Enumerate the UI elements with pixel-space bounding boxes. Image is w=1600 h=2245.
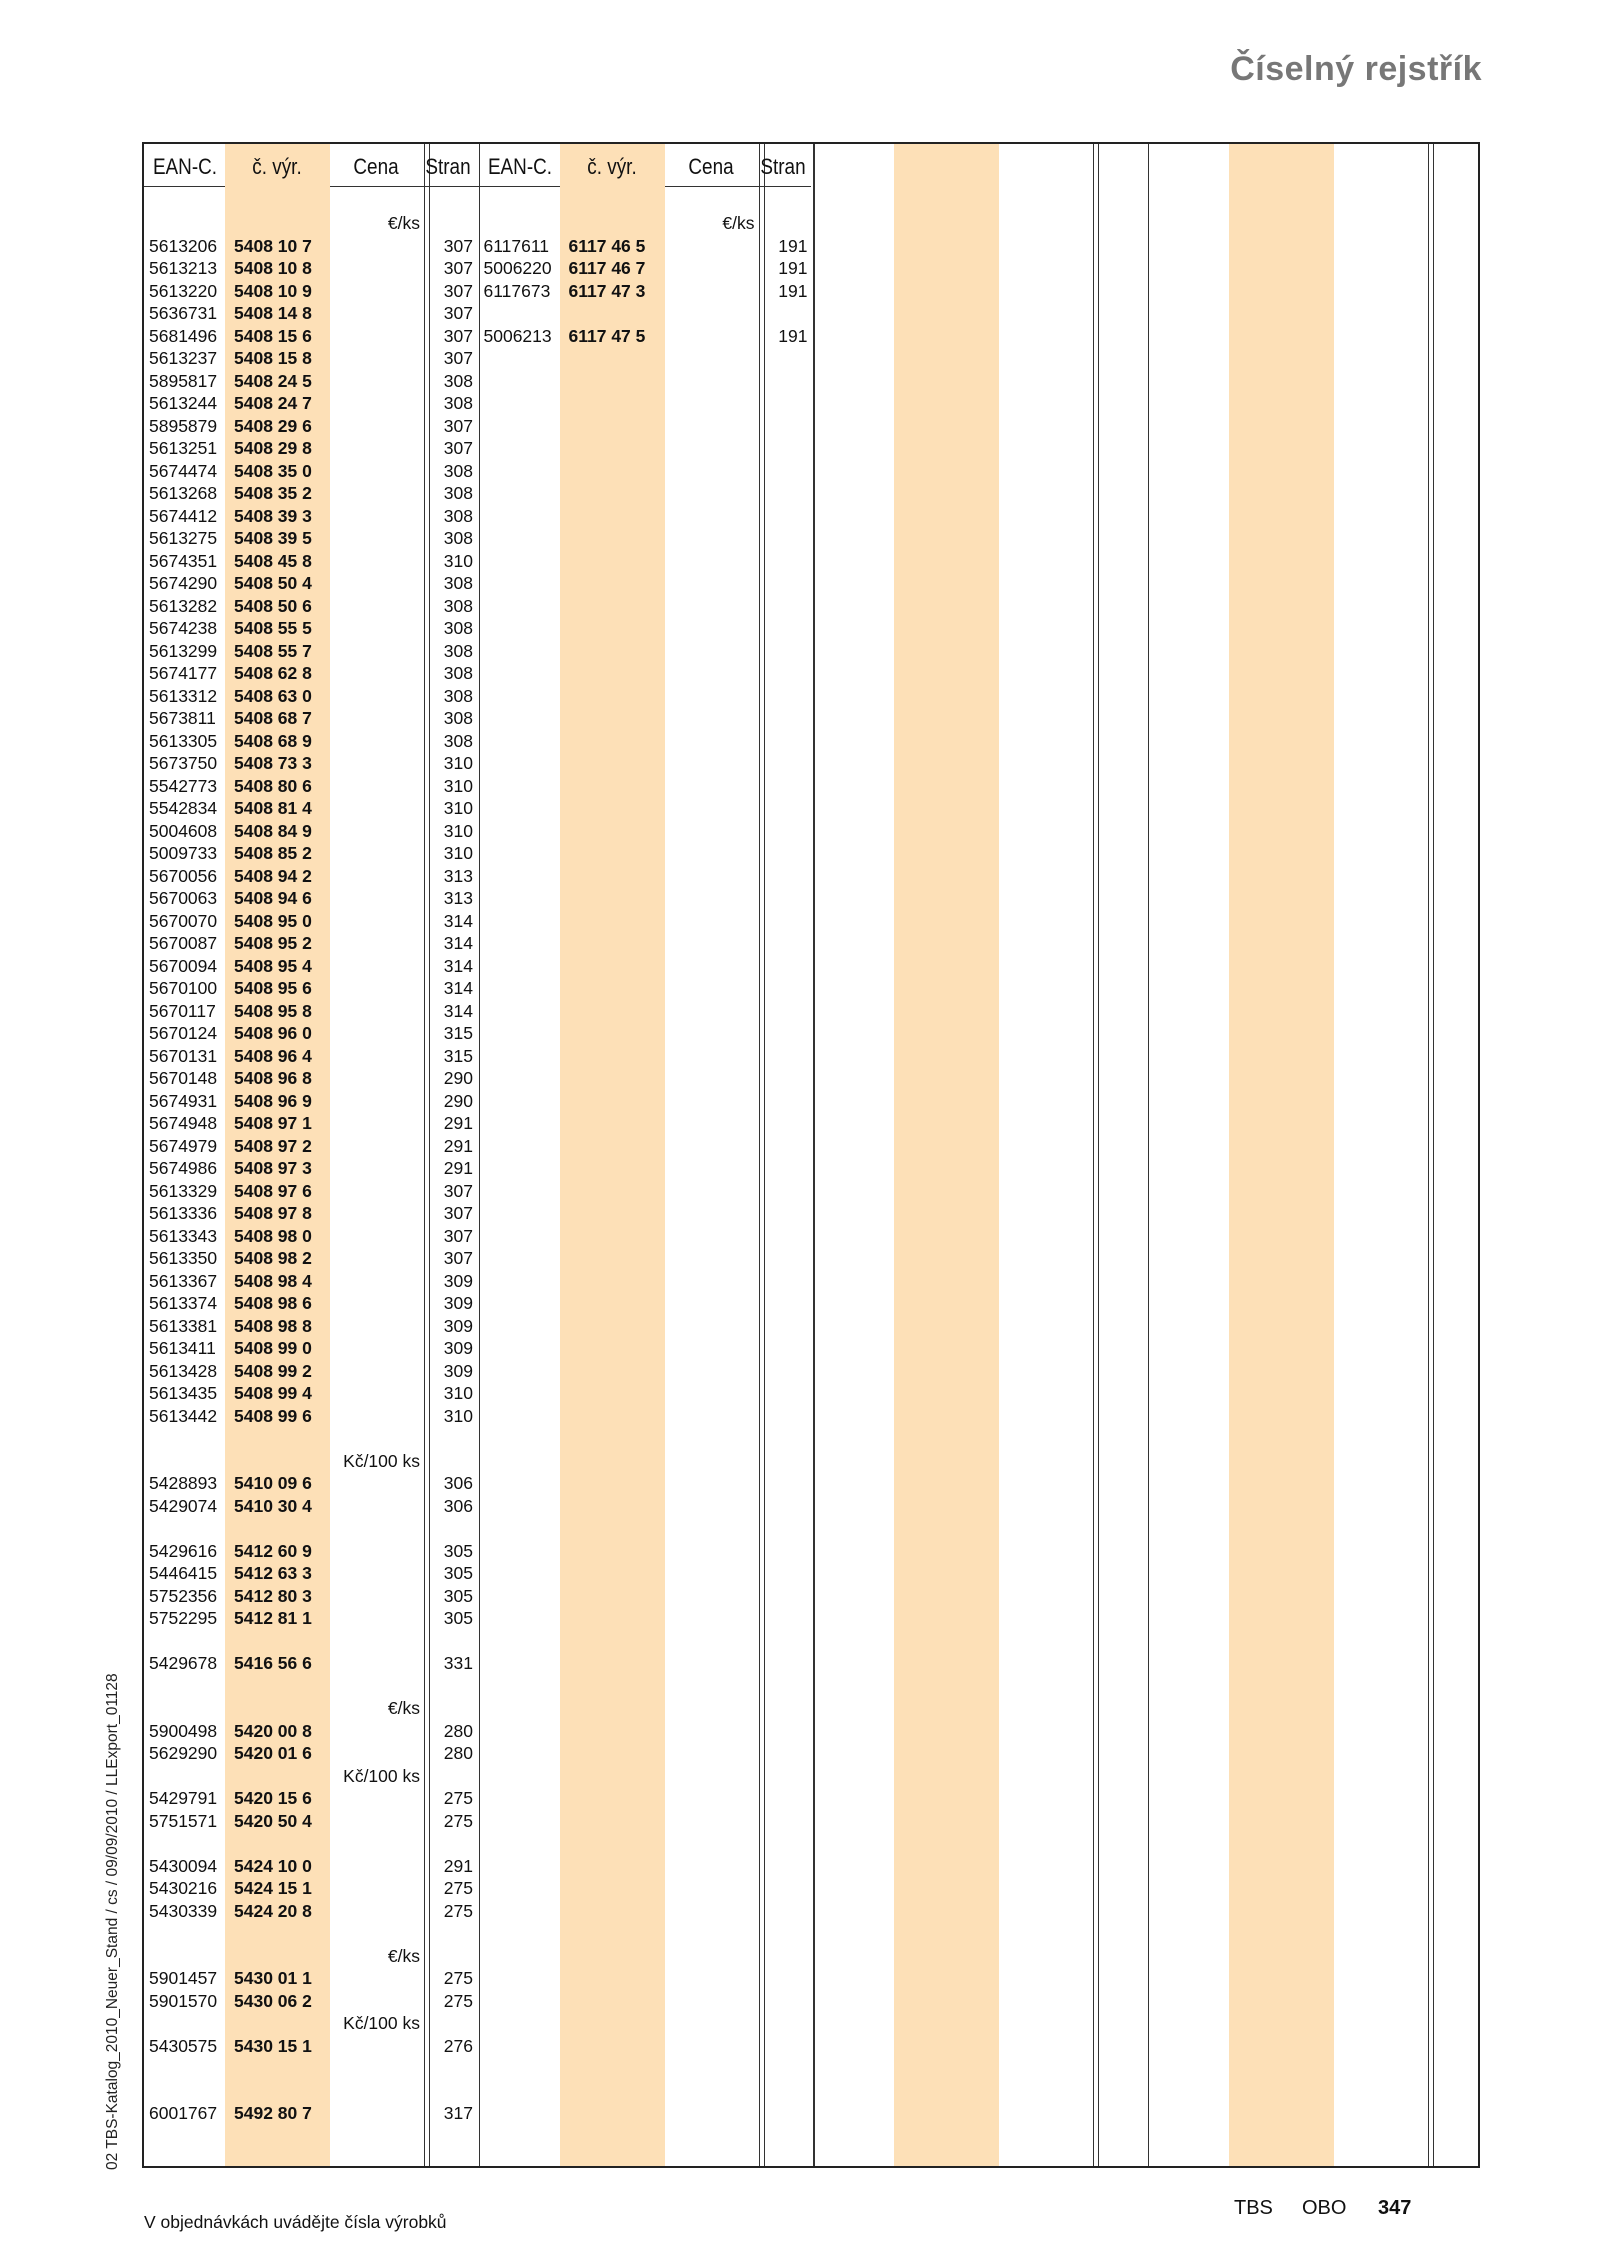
footer-brand-obo: OBO xyxy=(1302,2197,1347,2219)
item-number: 5408 94 6 xyxy=(234,888,312,908)
ean-code: 5673750 xyxy=(149,753,218,773)
item-number: 5420 01 6 xyxy=(234,1743,312,1763)
item-number: 5408 97 2 xyxy=(234,1135,312,1156)
ean-code: 5430094 xyxy=(149,1855,218,1876)
item-number: 5424 10 0 xyxy=(234,1855,312,1876)
item-number: 5408 96 9 xyxy=(234,1090,312,1111)
item-number: 5420 00 8 xyxy=(234,1720,312,1741)
item-number: 5424 20 8 xyxy=(234,1900,312,1921)
ean-code: 5429074 xyxy=(149,1495,218,1516)
header-price: Cena xyxy=(353,154,399,179)
page-number-ref: 308 xyxy=(443,595,473,616)
item-number: 5492 80 7 xyxy=(234,2103,312,2123)
ean-code: 5613244 xyxy=(149,393,218,413)
group-divider xyxy=(813,144,815,2166)
page-number-ref: 305 xyxy=(443,1540,473,1561)
ean-code: 5613374 xyxy=(149,1293,218,1313)
item-number: 5408 39 5 xyxy=(234,528,312,548)
page-number-ref: 307 xyxy=(443,1180,473,1201)
item-number-column-shade xyxy=(1229,144,1334,2166)
item-number: 5408 55 7 xyxy=(234,640,312,661)
page-number-ref: 191 xyxy=(778,280,808,301)
header-page: Stran xyxy=(425,154,471,179)
ean-code: 5674474 xyxy=(149,460,218,481)
page-number-ref: 317 xyxy=(443,2103,473,2123)
ean-code: 5681496 xyxy=(149,325,218,346)
ean-code: 5009733 xyxy=(149,843,218,863)
page-number-ref: 308 xyxy=(443,685,473,706)
item-number: 5408 63 0 xyxy=(234,685,312,706)
page-number-ref: 331 xyxy=(443,1653,473,1673)
item-number-column-shade xyxy=(894,144,999,2166)
item-number: 5408 81 4 xyxy=(234,798,312,818)
ean-code: 5670100 xyxy=(149,978,218,998)
page-number-ref: 308 xyxy=(443,460,473,481)
page-number-ref: 310 xyxy=(443,820,473,841)
item-number: 5408 98 6 xyxy=(234,1293,312,1313)
page-number-ref: 291 xyxy=(443,1113,473,1133)
footer-brand-tbs: TBS xyxy=(1234,2197,1273,2219)
column-divider xyxy=(1428,144,1429,2166)
item-number: 5408 10 9 xyxy=(234,280,312,301)
column-divider xyxy=(764,144,765,2166)
item-number: 5408 98 2 xyxy=(234,1248,312,1268)
ean-code: 5613336 xyxy=(149,1203,218,1223)
item-number: 5408 99 0 xyxy=(234,1338,312,1358)
ean-code: 5670148 xyxy=(149,1068,218,1088)
page-number-ref: 291 xyxy=(443,1855,473,1876)
item-number: 5408 24 5 xyxy=(234,370,312,391)
ean-code: 5670056 xyxy=(149,865,218,886)
ean-code: 5004608 xyxy=(149,820,218,841)
page-number-ref: 275 xyxy=(443,1810,473,1831)
page-number-ref: 310 xyxy=(443,1383,473,1403)
price-unit: €/ks xyxy=(387,1945,420,1966)
column-group-4 xyxy=(1148,144,1483,2166)
item-number: 5408 15 6 xyxy=(234,325,312,346)
ean-code: 5430575 xyxy=(149,2035,218,2056)
page-number-ref: 308 xyxy=(443,505,473,526)
item-number: 5408 39 3 xyxy=(234,505,312,526)
ean-code: 5613312 xyxy=(149,685,218,706)
ean-code: 5900498 xyxy=(149,1720,218,1741)
item-number-column-shade xyxy=(560,144,665,2166)
ean-code: 5901570 xyxy=(149,1990,218,2011)
page-number-ref: 315 xyxy=(443,1045,473,1066)
item-number: 5430 01 1 xyxy=(234,1968,312,1988)
page-number-ref: 309 xyxy=(443,1338,473,1358)
ean-code: 5006220 xyxy=(483,258,552,278)
ean-code: 5613206 xyxy=(149,235,218,256)
item-number: 5412 81 1 xyxy=(234,1608,312,1628)
page-number-ref: 305 xyxy=(443,1585,473,1606)
ean-code: 5613268 xyxy=(149,483,218,503)
item-number: 5408 99 2 xyxy=(234,1360,312,1381)
page-number-ref: 307 xyxy=(443,303,473,323)
ean-code: 5674979 xyxy=(149,1135,218,1156)
page-number-ref: 308 xyxy=(443,483,473,503)
page-number-ref: 310 xyxy=(443,798,473,818)
item-number: 5408 80 6 xyxy=(234,775,312,796)
item-number: 5408 14 8 xyxy=(234,303,312,323)
item-number: 5424 15 1 xyxy=(234,1878,312,1898)
ean-code: 5670087 xyxy=(149,933,218,953)
page-number-ref: 191 xyxy=(778,325,808,346)
item-number: 5408 95 4 xyxy=(234,955,312,976)
page-number-ref: 310 xyxy=(443,775,473,796)
page-number-ref: 307 xyxy=(443,348,473,368)
page-number-ref: 310 xyxy=(443,550,473,571)
ean-code: 5670070 xyxy=(149,910,218,931)
item-number: 5408 68 9 xyxy=(234,730,312,751)
item-number: 5408 29 8 xyxy=(234,438,312,458)
header-item: č. výr. xyxy=(252,154,302,179)
ean-code: 5613220 xyxy=(149,280,218,301)
ean-code: 5446415 xyxy=(149,1563,218,1583)
item-number: 5408 55 5 xyxy=(234,618,312,638)
item-number: 5408 99 4 xyxy=(234,1383,312,1403)
ean-code: 5613381 xyxy=(149,1315,218,1336)
page-number-ref: 314 xyxy=(443,910,473,931)
column-group-1 xyxy=(144,144,479,2166)
page-number-ref: 308 xyxy=(443,640,473,661)
price-unit: Kč/100 ks xyxy=(343,1450,420,1471)
ean-code: 5673811 xyxy=(149,708,216,728)
item-number: 5408 96 0 xyxy=(234,1023,312,1043)
item-number: 5408 97 1 xyxy=(234,1113,312,1133)
page-number-ref: 309 xyxy=(443,1315,473,1336)
page-number-ref: 305 xyxy=(443,1563,473,1583)
page-number-ref: 308 xyxy=(443,618,473,638)
page-number-ref: 306 xyxy=(443,1495,473,1516)
ean-code: 5895879 xyxy=(149,415,218,436)
item-number: 5416 56 6 xyxy=(234,1653,312,1673)
page-number-ref: 305 xyxy=(443,1608,473,1628)
ean-code: 5006213 xyxy=(483,325,552,346)
ean-code: 5674412 xyxy=(149,505,218,526)
page-number-ref: 307 xyxy=(443,235,473,256)
page-number-ref: 306 xyxy=(443,1473,473,1493)
page-number: 347 xyxy=(1378,2197,1412,2219)
item-number: 5412 80 3 xyxy=(234,1585,312,1606)
ean-code: 5670117 xyxy=(149,1000,216,1021)
page-number-ref: 307 xyxy=(443,1203,473,1223)
ean-code: 5670063 xyxy=(149,888,218,908)
header-ean: EAN-C. xyxy=(487,154,552,179)
item-number: 5408 45 8 xyxy=(234,550,312,571)
page-number-ref: 314 xyxy=(443,955,473,976)
ean-code: 5613350 xyxy=(149,1248,218,1268)
page-title: Číselný rejstřík xyxy=(1230,50,1482,88)
page-number-ref: 191 xyxy=(778,235,808,256)
page-number-ref: 307 xyxy=(443,1225,473,1246)
page-number-ref: 275 xyxy=(443,1788,473,1808)
ean-code: 5613213 xyxy=(149,258,218,278)
ean-code: 5895817 xyxy=(149,370,218,391)
page-number-ref: 308 xyxy=(443,663,473,683)
item-number: 5430 15 1 xyxy=(234,2035,312,2056)
ean-code: 5629290 xyxy=(149,1743,218,1763)
index-table xyxy=(142,142,1480,2168)
item-number: 5430 06 2 xyxy=(234,1990,312,2011)
ean-code: 5430339 xyxy=(149,1900,218,1921)
item-number: 5408 85 2 xyxy=(234,843,312,863)
column-divider xyxy=(1098,144,1099,2166)
item-number: 5408 35 2 xyxy=(234,483,312,503)
page-number-ref: 309 xyxy=(443,1293,473,1313)
item-number: 5408 95 2 xyxy=(234,933,312,953)
ean-code: 5428893 xyxy=(149,1473,218,1493)
ean-code: 5670131 xyxy=(149,1045,218,1066)
item-number: 5410 30 4 xyxy=(234,1495,312,1516)
item-number: 5408 84 9 xyxy=(234,820,312,841)
price-unit: Kč/100 ks xyxy=(343,2013,420,2033)
item-number: 5408 98 8 xyxy=(234,1315,312,1336)
item-number: 5412 60 9 xyxy=(234,1540,312,1561)
ean-code: 5751571 xyxy=(149,1810,218,1831)
page-number-ref: 314 xyxy=(443,978,473,998)
ean-code: 5613428 xyxy=(149,1360,218,1381)
ean-code: 5901457 xyxy=(149,1968,218,1988)
ean-code: 5429678 xyxy=(149,1653,218,1673)
column-divider xyxy=(1093,144,1094,2166)
price-unit: €/ks xyxy=(387,1698,420,1718)
ean-code: 6001767 xyxy=(149,2103,218,2123)
item-number: 5408 98 0 xyxy=(234,1225,312,1246)
item-number: 5408 50 6 xyxy=(234,595,312,616)
group-divider xyxy=(479,144,480,2166)
item-number: 5408 29 6 xyxy=(234,415,312,436)
ean-code: 5542773 xyxy=(149,775,218,796)
item-number: 5420 50 4 xyxy=(234,1810,312,1831)
page-number-ref: 308 xyxy=(443,393,473,413)
ean-code: 5613251 xyxy=(149,438,218,458)
item-number: 5408 95 0 xyxy=(234,910,312,931)
page-number-ref: 307 xyxy=(443,1248,473,1268)
item-number: 5408 99 6 xyxy=(234,1405,312,1426)
page-number-ref: 307 xyxy=(443,325,473,346)
item-number: 6117 47 5 xyxy=(568,325,646,346)
page-number-ref: 314 xyxy=(443,1000,473,1021)
page-number-ref: 308 xyxy=(443,708,473,728)
page-number-ref: 275 xyxy=(443,1878,473,1898)
header-price: Cena xyxy=(687,154,734,179)
ean-code: 5613282 xyxy=(149,595,218,616)
item-number: 5408 96 8 xyxy=(234,1068,312,1088)
page-number-ref: 290 xyxy=(443,1090,473,1111)
ean-code: 5542834 xyxy=(149,798,218,818)
item-number: 5408 15 8 xyxy=(234,348,312,368)
page-number-ref: 276 xyxy=(443,2035,473,2056)
item-number: 6117 46 7 xyxy=(568,258,646,278)
price-unit: €/ks xyxy=(722,213,755,233)
ean-code: 6117673 xyxy=(483,280,551,301)
column-divider xyxy=(1433,144,1434,2166)
group-divider xyxy=(1148,144,1149,2166)
ean-code: 5613442 xyxy=(149,1405,218,1426)
ean-code: 5430216 xyxy=(149,1878,218,1898)
page-number-ref: 280 xyxy=(443,1743,473,1763)
ean-code: 5613435 xyxy=(149,1383,218,1403)
page-number-ref: 275 xyxy=(443,1900,473,1921)
page-number-ref: 310 xyxy=(443,753,473,773)
page-number-ref: 313 xyxy=(443,865,473,886)
page-number-ref: 309 xyxy=(443,1360,473,1381)
item-number: 5408 97 8 xyxy=(234,1203,312,1223)
page-number-ref: 308 xyxy=(443,370,473,391)
ean-code: 5429616 xyxy=(149,1540,218,1561)
page-number-ref: 308 xyxy=(443,528,473,548)
item-number: 5408 97 3 xyxy=(234,1158,312,1178)
item-number: 5408 24 7 xyxy=(234,393,312,413)
ean-code: 5674931 xyxy=(149,1090,218,1111)
page-number-ref: 313 xyxy=(443,888,473,908)
item-number: 5408 35 0 xyxy=(234,460,312,481)
item-number: 5408 97 6 xyxy=(234,1180,312,1201)
price-unit: Kč/100 ks xyxy=(343,1765,420,1786)
header-ean: EAN-C. xyxy=(152,154,218,179)
item-number: 5408 73 3 xyxy=(234,753,312,773)
page-number-ref: 191 xyxy=(778,258,808,278)
header-page: Stran xyxy=(759,154,806,179)
ean-code: 5674948 xyxy=(149,1113,218,1133)
page-number-ref: 280 xyxy=(443,1720,473,1741)
page-number-ref: 308 xyxy=(443,730,473,751)
ean-code: 5613299 xyxy=(149,640,218,661)
item-number: 5408 62 8 xyxy=(234,663,312,683)
item-number: 5408 95 6 xyxy=(234,978,312,998)
page-number-ref: 275 xyxy=(443,1990,473,2011)
item-number: 5412 63 3 xyxy=(234,1563,312,1583)
ean-code: 5429791 xyxy=(149,1788,218,1808)
page-number-ref: 307 xyxy=(443,258,473,278)
page-number-ref: 307 xyxy=(443,438,473,458)
page-number-ref: 290 xyxy=(443,1068,473,1088)
page-number-ref: 307 xyxy=(443,415,473,436)
footer-note: V objednávkách uvádějte čísla výrobků xyxy=(144,2212,447,2232)
ean-code: 5674177 xyxy=(149,663,218,683)
ean-code: 5613343 xyxy=(149,1225,218,1246)
item-number: 5410 09 6 xyxy=(234,1473,312,1493)
item-number: 5408 94 2 xyxy=(234,865,312,886)
page-number-ref: 275 xyxy=(443,1968,473,1988)
column-group-3 xyxy=(813,144,1148,2166)
ean-code: 5674351 xyxy=(149,550,218,571)
page-number-ref: 308 xyxy=(443,573,473,593)
ean-code: 5613329 xyxy=(149,1180,218,1201)
item-number: 5408 96 4 xyxy=(234,1045,312,1066)
page-number-ref: 307 xyxy=(443,280,473,301)
page-number-ref: 309 xyxy=(443,1270,473,1291)
page-number-ref: 314 xyxy=(443,933,473,953)
page-number-ref: 310 xyxy=(443,1405,473,1426)
item-number: 6117 46 5 xyxy=(568,235,646,256)
ean-code: 5674290 xyxy=(149,573,218,593)
item-number: 5408 98 4 xyxy=(234,1270,312,1291)
ean-code: 5636731 xyxy=(149,303,218,323)
ean-code: 5613237 xyxy=(149,348,218,368)
item-number: 5408 68 7 xyxy=(234,708,312,728)
ean-code: 5613367 xyxy=(149,1270,218,1291)
document-reference: 02 TBS-Katalog_2010_Neuer_Stand / cs / 09/09/2010 / LLExport_01128 xyxy=(104,1673,121,2170)
price-unit: €/ks xyxy=(387,213,420,233)
column-group-2 xyxy=(479,144,814,2166)
item-number: 5420 15 6 xyxy=(234,1788,312,1808)
item-number: 5408 50 4 xyxy=(234,573,312,593)
ean-code: 5674986 xyxy=(149,1158,218,1178)
page-number-ref: 315 xyxy=(443,1023,473,1043)
page-number-ref: 310 xyxy=(443,843,473,863)
column-divider xyxy=(759,144,760,2166)
ean-code: 5670094 xyxy=(149,955,218,976)
ean-code: 5674238 xyxy=(149,618,218,638)
item-number: 5408 10 8 xyxy=(234,258,312,278)
page-number-ref: 291 xyxy=(443,1135,473,1156)
ean-code: 6117611 xyxy=(483,235,550,256)
ean-code: 5670124 xyxy=(149,1023,218,1043)
ean-code: 5613305 xyxy=(149,730,218,751)
ean-code: 5752295 xyxy=(149,1608,218,1628)
page-number-ref: 291 xyxy=(443,1158,473,1178)
item-number: 5408 95 8 xyxy=(234,1000,312,1021)
item-number: 5408 10 7 xyxy=(234,235,312,256)
ean-code: 5752356 xyxy=(149,1585,218,1606)
header-item: č. výr. xyxy=(586,154,637,179)
item-number: 6117 47 3 xyxy=(568,280,646,301)
ean-code: 5613275 xyxy=(149,528,218,548)
ean-code: 5613411 xyxy=(149,1338,216,1358)
